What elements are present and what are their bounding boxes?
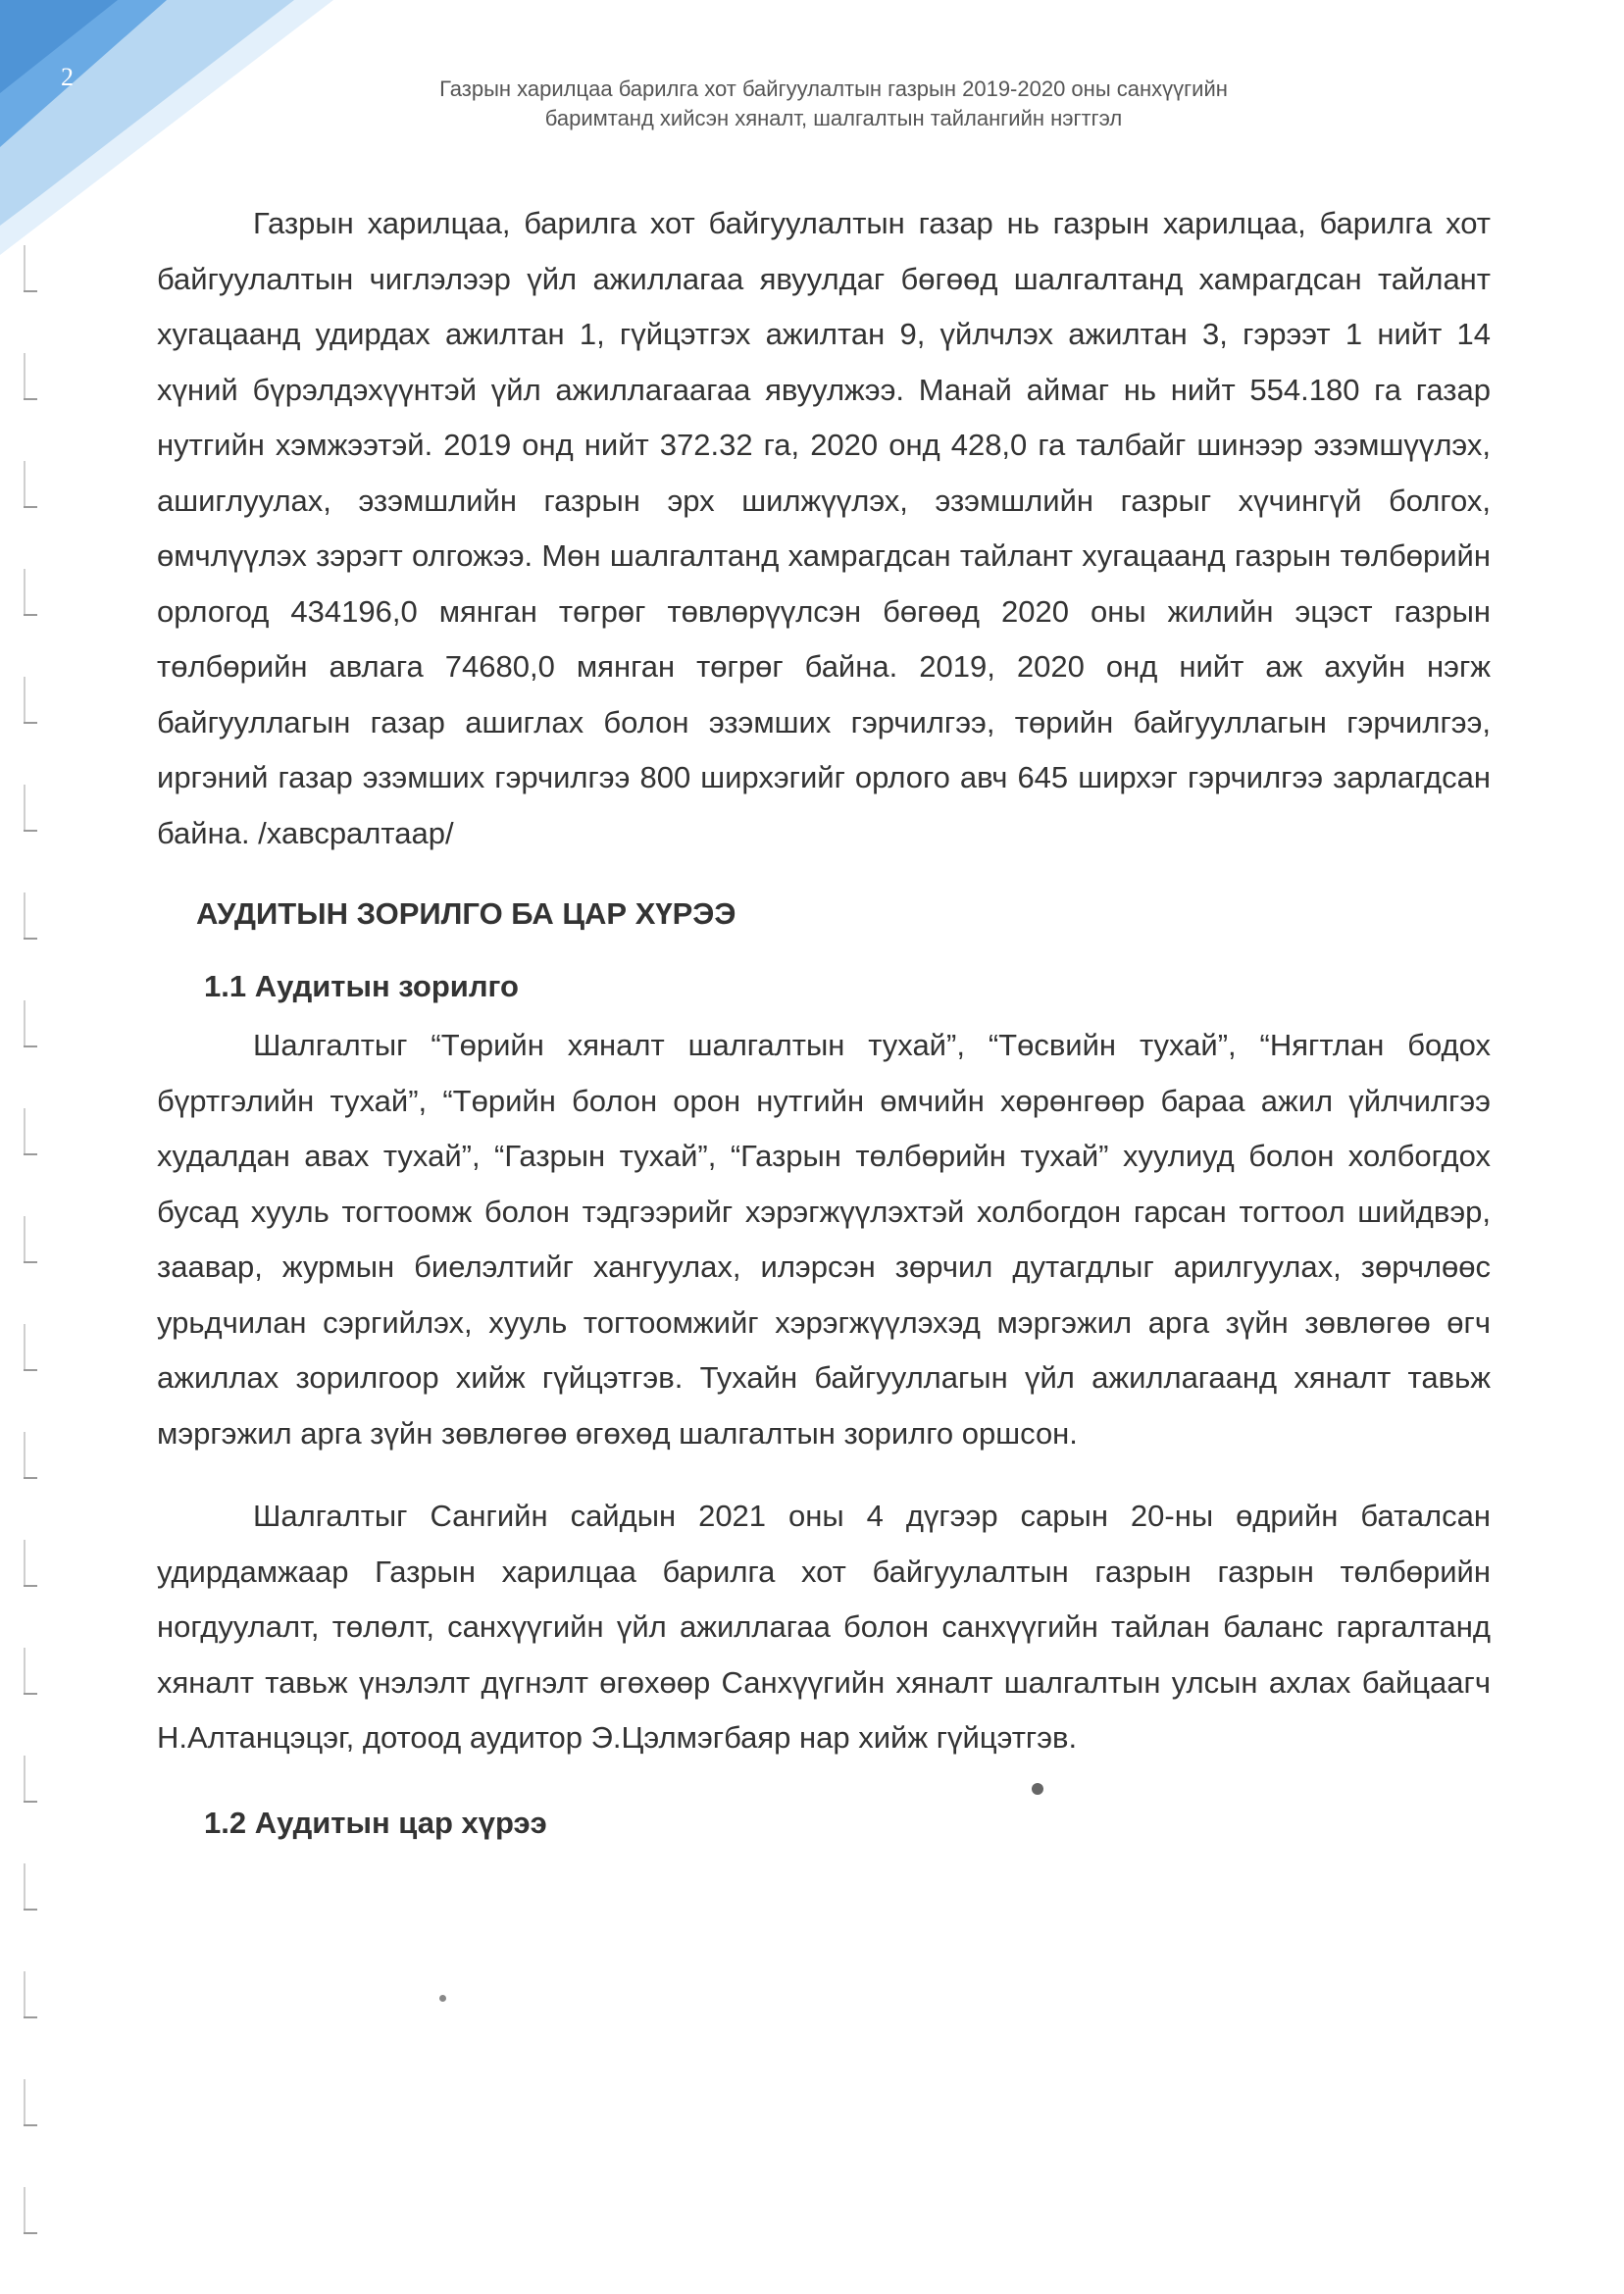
section-heading: АУДИТЫН ЗОРИЛГО БА ЦАР ХҮРЭЭ [196,896,736,931]
header-line-2: баримтанд хийсэн хяналт, шалгалтын тайлангийн нэгтгэл [544,106,1123,130]
inspection-paragraph: Шалгалтыг Сангийн сайдын 2021 оны 4 дүгээр сарын 20-ны өдрийн баталсан удирдамжаар Газрын харилцаа барилга хот байгуулалтын газрын газрын төлбөрийн ногдуулалт, төлөлт, санхүүгийн үйл ажиллагаа болон санхүүгийн тайлан баланс гаргалтанд хяналт тавьж үнэлэлт дүгнэлт өгөхөөр Санхүүгийн хяналт шалгалтын улсын ахлах байцаагч Н.Алтанцэцэг, дотоод аудитор Э.Цэлмэгбаяр нар хийж гүйцэтгэв. [157,1499,1491,1755]
scan-speck [1032,1783,1043,1795]
scan-speck [439,1995,446,2002]
goal-paragraph: Шалгалтыг “Төрийн хяналт шалгалтын тухай”, “Төсвийн тухай”, “Нягтлан бодох бүртгэлийн тухай”, “Төрийн болон орон нутгийн өмчийн хөрөнгөөр бараа ажил үйлчилгээ худалдан авах тухай”, “Газрын тухай”, “Газрын төлбөрийн тухай” хуулиуд болон холбогдох бусад хууль тогтоомж болон тэдгээрийг хэрэгжүүлэхтэй холбогдон гарсан тогтоол шийдвэр, заавар, журмын биелэлтийг хангуулах, илэрсэн зөрчил дутагдлыг арилгуулах, зөрчлөөс урьдчилан сэргийлэх, хууль тогтоомжийг хэрэгжүүлэхэд мэргэжил арга зүйн зөвлөгөө өгч ажиллах зорилгоор хийж гүйцэтгэв. Тухайн байгууллагын үйл ажиллагаанд хяналт тавьж мэргэжил арга зүйн зөвлөгөө өгөхөд шалгалтын зорилго оршсон. [157,1028,1491,1451]
page-header [294,75,1373,133]
subsection-heading-1-2: 1.2 Аудитын цар хүрээ [204,1805,547,1840]
page-number: 2 [61,63,74,91]
intro-paragraph: Газрын харилцаа, барилга хот байгуулалтын газар нь газрын харилцаа, барилга хот байгуулалтын чиглэлээр үйл ажиллагаа явуулдаг бөгөөд шалгалтанд хамрагдсан тайлант хугацаанд удирдах ажилтан 1, гүйцэтгэх ажилтан 9, үйлчлэх ажилтан 3, гэрээт 1 нийт 14 хүний бүрэлдэхүүнтэй үйл ажиллагаагаа явуулжээ. Манай аймаг нь нийт 554.180 га газар нутгийн хэмжээтэй. 2019 онд нийт 372.32 га, 2020 онд 428,0 га талбайг шинээр эзэмшүүлэх, ашиглуулах, эзэмшлийн газрын эрх шилжүүлэх, эзэмшлийн газрыг хүчингүй болгох, өмчлүүлэх зэрэгт олгожээ. Мөн шалгалтанд хамрагдсан тайлант хугацаанд газрын төлбөрийн орлогод 434196,0 мянган төгрөг төвлөрүүлсэн бөгөөд 2020 оны жилийн эцэст газрын төлбөрийн авлага 74680,0 мянган төгрөг байна. 2019, 2020 онд нийт аж ахуйн нэгж байгууллагын газар ашиглах болон эзэмших гэрчилгээ, төрийн байгууллагын гэрчилгээ, иргэний газар эзэмших гэрчилгээ 800 ширхэгийг орлого авч 645 ширхэг гэрчилгээ зарлагдсан байна. /хавсралтаар/ [157,206,1491,850]
document-body [157,196,1491,1845]
binding-marks [18,245,43,2275]
header-line-1: Газрын харилцаа барилга хот байгуулалтын газрын 2019-2020 оны санхүүгийн [439,76,1228,101]
subsection-heading-1-1: 1.1 Аудитын зорилго [204,969,519,1003]
